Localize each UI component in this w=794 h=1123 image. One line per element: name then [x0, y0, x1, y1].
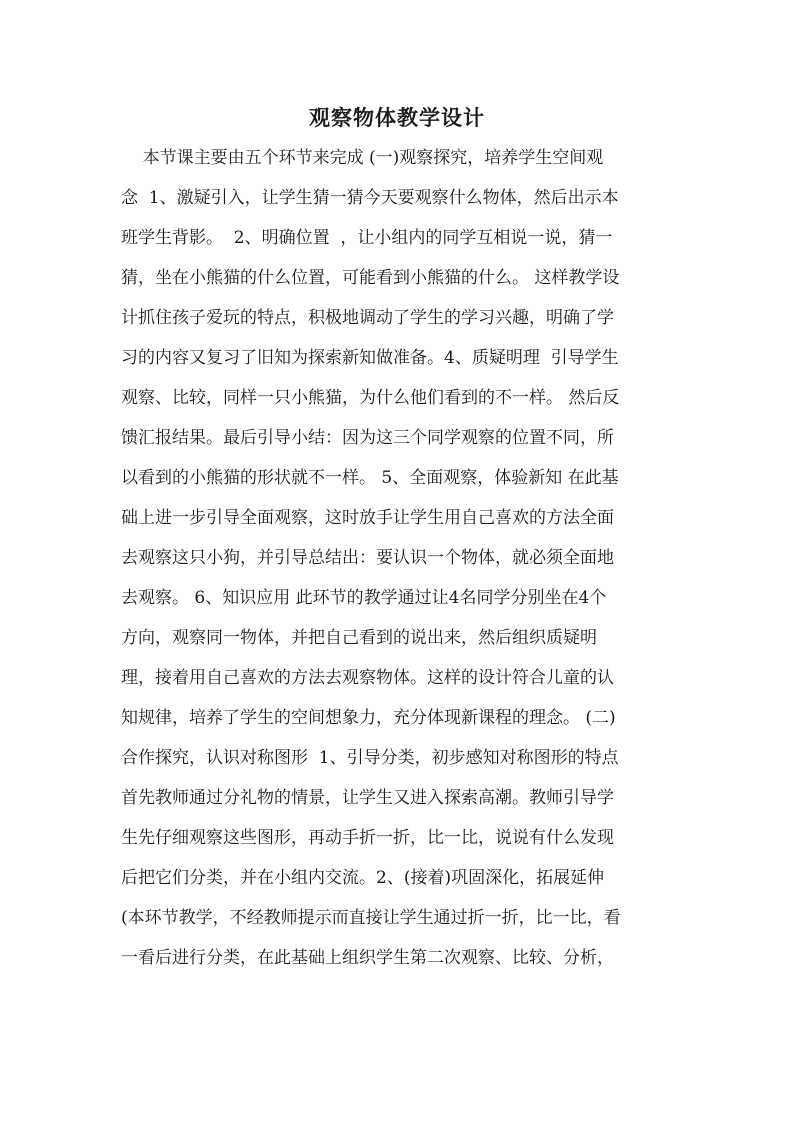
text-line: 生先仔细观察这些图形，再动手折一折，比一比，说说有什么发现	[121, 828, 614, 848]
text-line: 去观察这只小狗，并引导总结出：要认识一个物体，就必须全面地	[121, 548, 614, 568]
text-line: 合作探究，认识对称图形 1、引导分类，初步感知对称图形的特点	[121, 748, 619, 768]
text-line: 知规律，培养了学生的空间想象力，充分体现新课程的理念。 (二)	[121, 708, 616, 728]
text-line: 去观察。 6、知识应用 此环节的教学通过让4名同学分别坐在4个	[121, 588, 607, 608]
document-title: 观察物体教学设计	[309, 105, 485, 130]
text-line: 念 1、激疑引入，让学生猜一猜今天要观察什么物体，然后出示本	[121, 188, 619, 208]
text-line: 计抓住孩子爱玩的特点，积极地调动了学生的学习兴趣，明确了学	[121, 308, 614, 328]
text-line: 猜，坐在小熊猫的什么位置，可能看到小熊猫的什么。 这样教学设	[121, 268, 620, 288]
text-line: 首先教师通过分礼物的情景，让学生又进入探索高潮。教师引导学	[121, 788, 614, 808]
text-line: 习的内容又复习了旧知为探索新知做准备。4、质疑明理 引导学生	[121, 348, 619, 368]
text-line: 一看后进行分类，在此基础上组织学生第二次观察、比较、分析，	[121, 948, 614, 968]
text-line: 馈汇报结果。最后引导小结：因为这三个同学观察的位置不同，所	[121, 428, 614, 448]
text-line: 班学生背影。 2、明确位置 ，让小组内的同学互相说一说，猜一	[121, 228, 613, 248]
text-line: 方向，观察同一物体，并把自己看到的说出来，然后组织质疑明	[121, 628, 597, 648]
text-line: 理，接着用自己喜欢的方法去观察物体。这样的设计符合儿童的认	[121, 668, 614, 688]
text-line: 本节课主要由五个环节来完成 (一)观察探究，培养学生空间观	[121, 148, 604, 168]
text-line: 础上进一步引导全面观察，这时放手让学生用自己喜欢的方法全面	[121, 508, 614, 528]
text-line: 后把它们分类，并在小组内交流。2、(接着)巩固深化，拓展延伸	[121, 868, 605, 888]
text-line: 观察、比较，同样一只小熊猫，为什么他们看到的不一样。 然后反	[121, 388, 620, 408]
text-line: 以看到的小熊猫的形状就不一样。 5、全面观察，体验新知 在此基	[121, 468, 619, 488]
text-line: (本环节教学，不经教师提示而直接让学生通过折一折，比一比，看	[121, 908, 621, 928]
